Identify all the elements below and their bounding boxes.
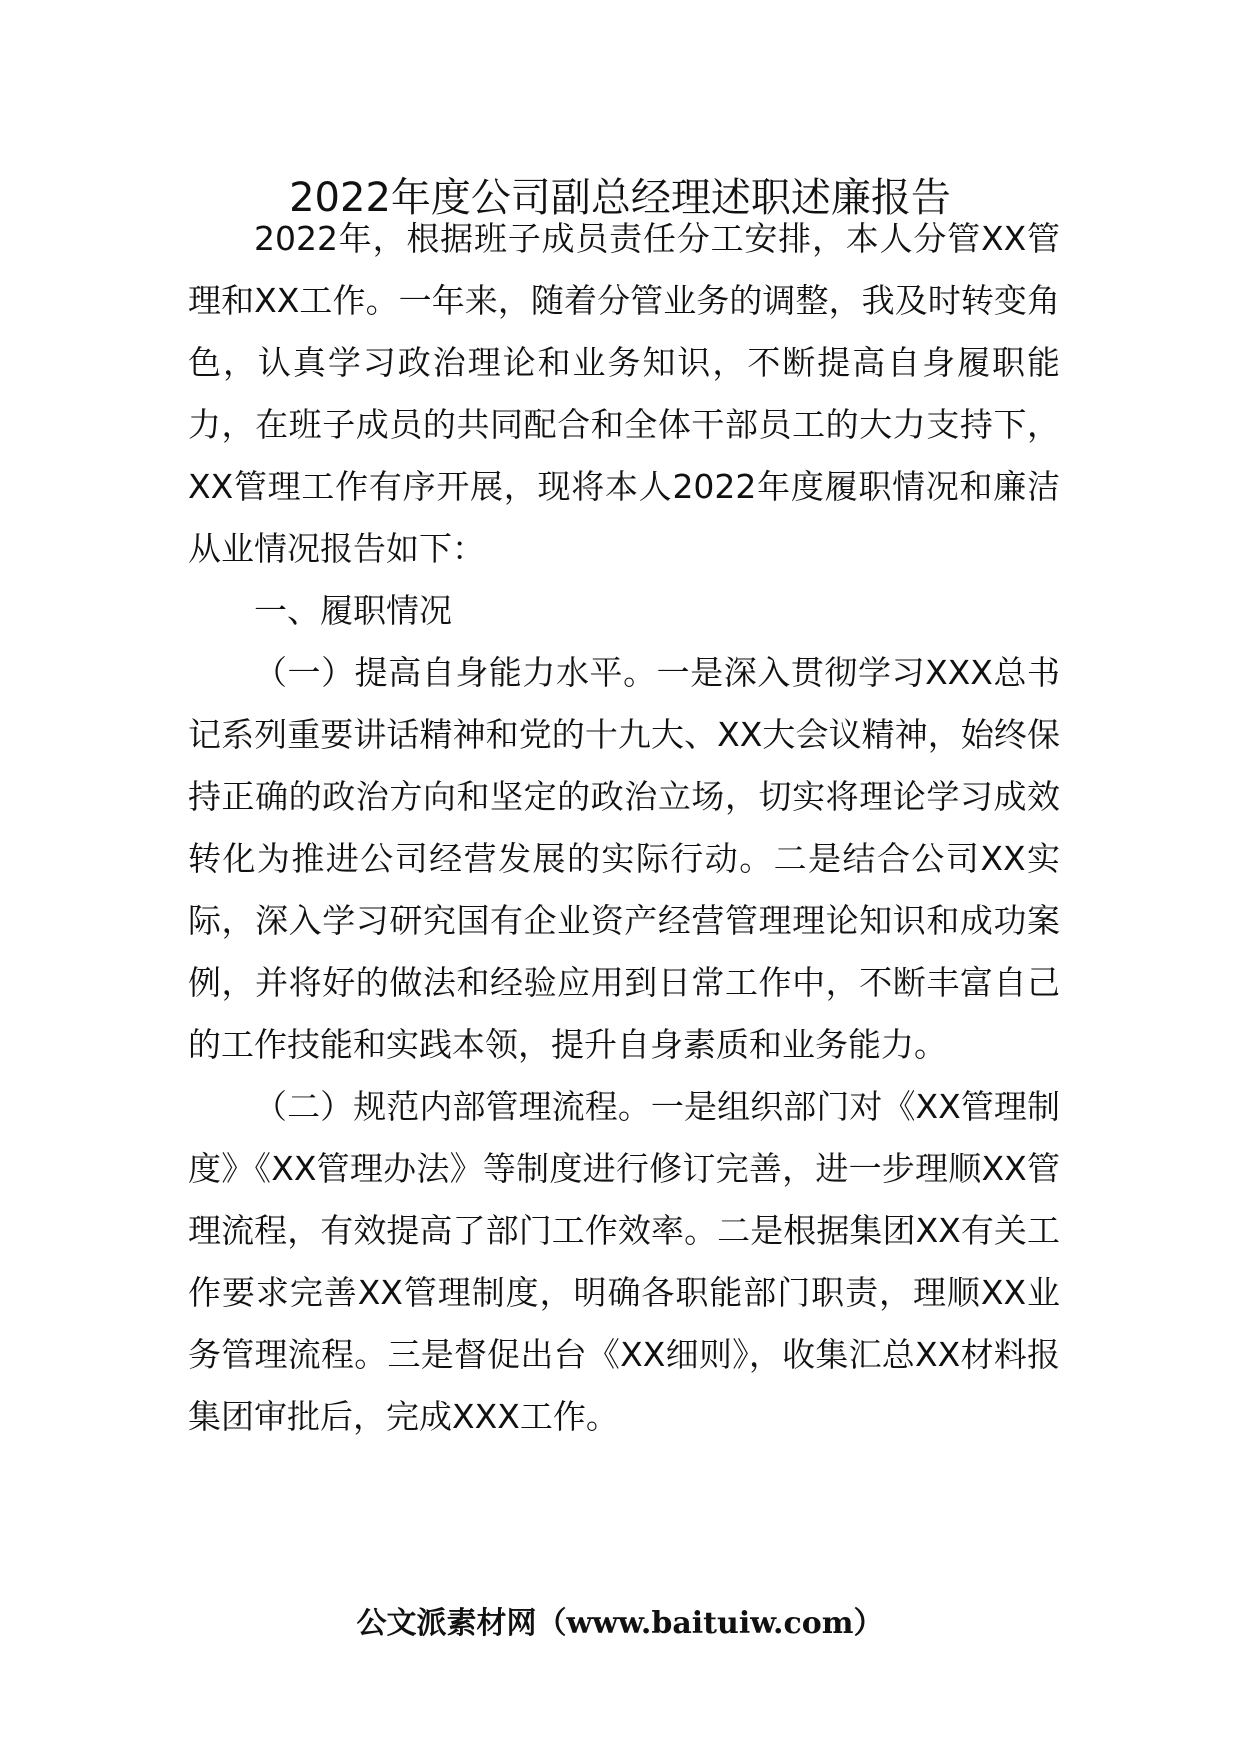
paragraph-management: （二）规范内部管理流程。一是组织部门对《XX管理制度》《XX管理办法》等制度进行修订完善，进一步理顺XX管理流程，有效提高了部门工作效率。二是根据集团XX有关工作要求完善XX管理制度，明确各职能部门职责，理顺XX业务管理流程。三是督促出台《XX细则》，收集汇总XX材料报集团审批后，完成XXX工作。 (188, 1087, 1060, 1436)
paragraph-ability: （一）提高自身能力水平。一是深入贯彻学习XXX总书记系列重要讲话精神和党的十九大、XX大会议精神，始终保持正确的政治方向和坚定的政治立场，切实将理论学习成效转化为推进公司经营发展的实际行动。二是结合公司XX实际，深入学习研究国有企业资产经营管理理论知识和成功案例，并将好的做法和经验应用到日常工作中，不断丰富自己的工作技能和实践本领，提升自身素质和业务能力。 (188, 653, 1060, 1064)
watermark-footer: 公文派素材网（www.baituiw.com） (356, 1606, 884, 1641)
document-title: 2022年度公司副总经理述职述廉报告 (289, 175, 951, 221)
section-heading-duty: 一、履职情况 (254, 591, 452, 630)
paragraph-intro: 2022年，根据班子成员责任分工安排，本人分管XX管理和XX工作。一年来，随着分管业务的调整，我及时转变角色，认真学习政治理论和业务知识，不断提高自身履职能力，在班子成员的共同配合和全体干部员工的大力支持下，XX管理工作有序开展，现将本人2022年度履职情况和廉洁从业情况报告如下： (188, 219, 1060, 568)
